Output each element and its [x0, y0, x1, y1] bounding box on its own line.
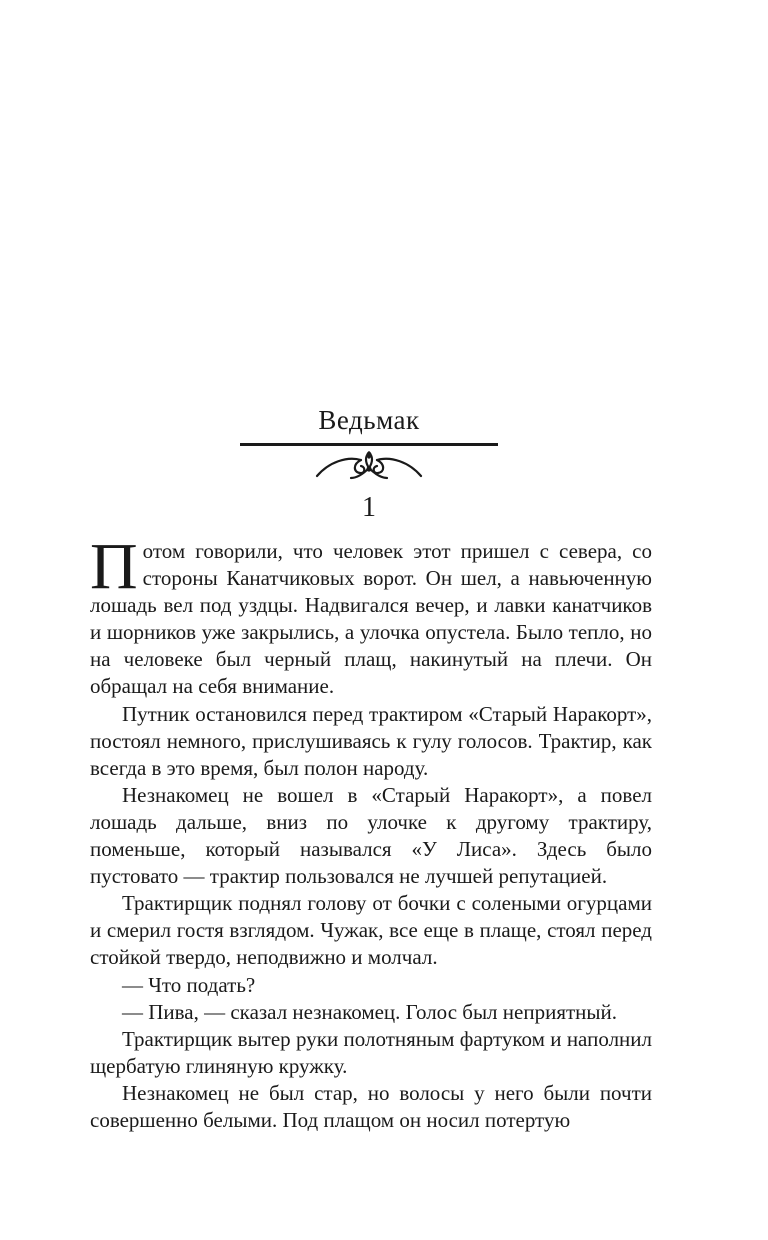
paragraph-text: отом говорили, что человек этот пришел с севера, со стороны Канатчиковых ворот. Он шел, а навьюченную лошадь вел под уздцы. Надвигался вечер, и лавки канатчиков и шорников уже закрылись, а улочка опустела. Было тепло, но на человеке был черный плащ, накинутый на плечи. Он обращал на себя внимание.: [90, 539, 652, 699]
drop-cap: П: [90, 530, 138, 603]
paragraph: Незнакомец не вошел в «Старый Наракорт», а повел лошадь дальше, вниз по улочке к другому трактиру, поменьше, который назывался «У Лиса». Здесь было пустовато — трактир пользовался не лучшей репутацией.: [90, 782, 652, 889]
paragraph: Незнакомец не был стар, но волосы у него были почти совершенно белыми. Под плащом он носил потертую: [90, 1080, 652, 1132]
body-text: [90, 530, 652, 1134]
paragraph: Трактирщик поднял голову от бочки с солеными огурцами и смерил гостя взглядом. Чужак, все еще в плаще, стоял перед стойкой твердо, неподвижно и молчал.: [90, 891, 652, 970]
dialogue-line: — Пива, — сказал незнакомец. Голос был неприятный.: [122, 999, 617, 1024]
chapter-title: Ведьмак: [318, 405, 420, 435]
paragraph: Трактирщик вытер руки полотняным фартуком и наполнил щербатую глиняную кружку.: [90, 1026, 652, 1078]
dialogue-line: — Что подать?: [122, 972, 256, 997]
paragraph: [90, 530, 652, 701]
paragraph: Путник остановился перед трактиром «Старый Наракорт», постоял немного, прислушиваясь к гулу голосов. Трактир, как всегда в это время, был полон народу.: [90, 701, 652, 780]
section-number: 1: [362, 492, 376, 523]
scroll-flourish-ornament-icon: [313, 448, 425, 482]
title-rule: [240, 443, 498, 446]
